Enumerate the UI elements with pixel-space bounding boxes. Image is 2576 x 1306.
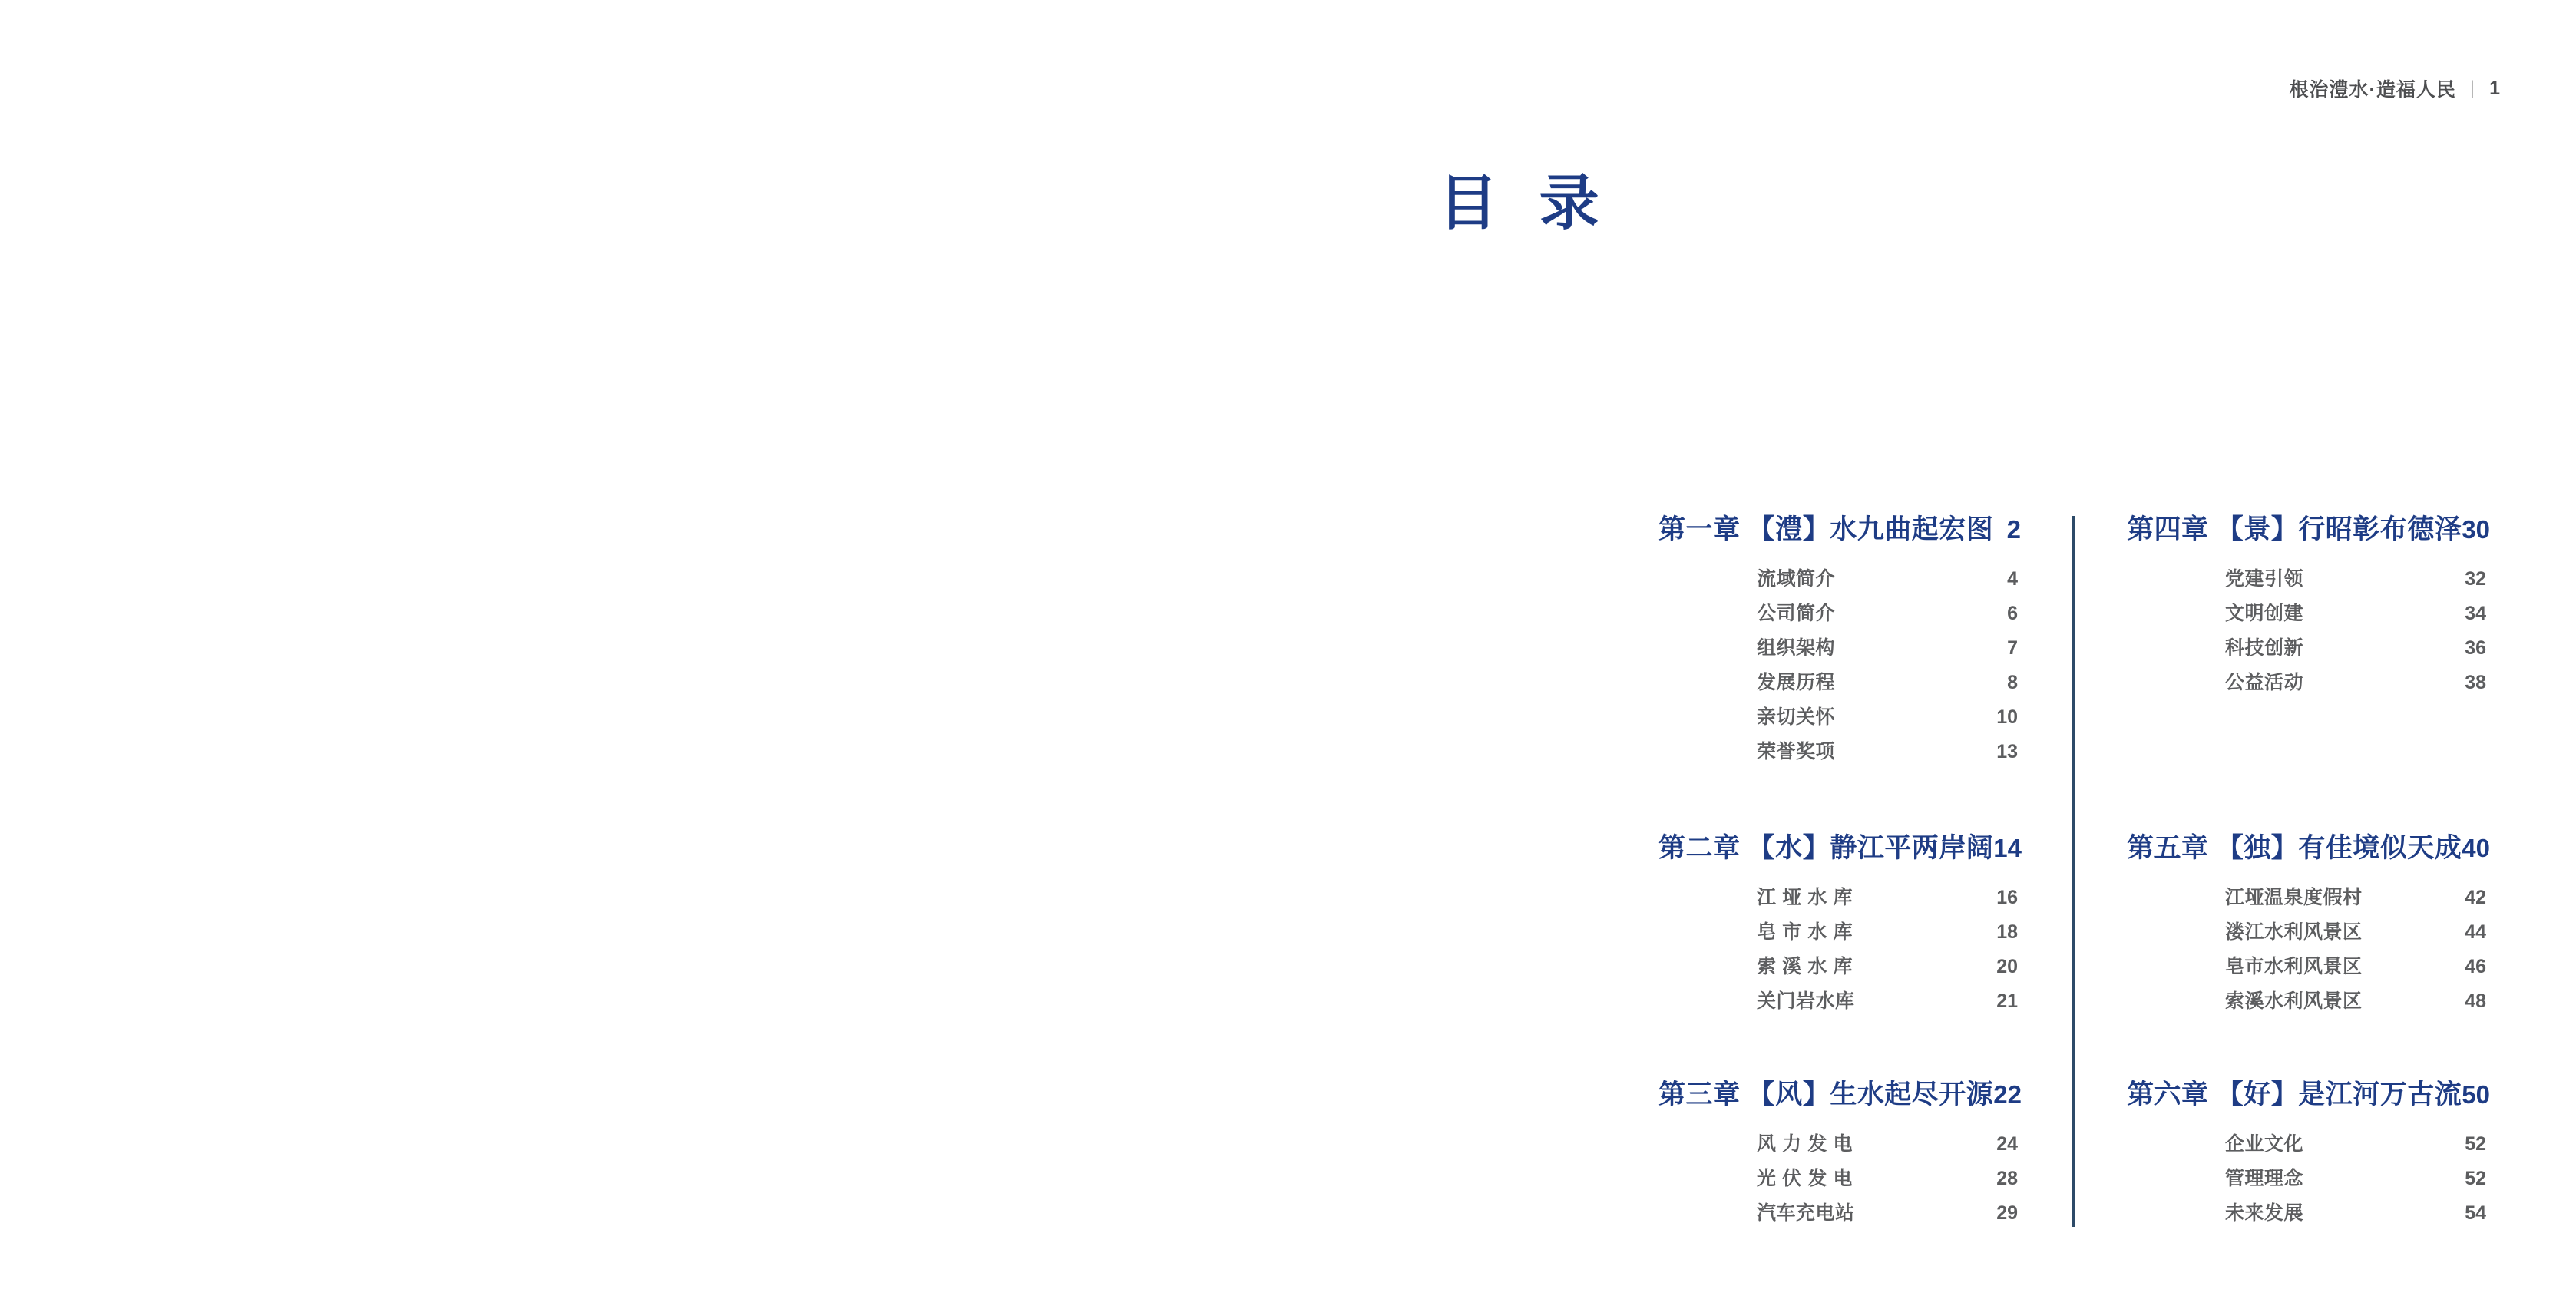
entry-page-number: 21 (1996, 990, 2018, 1012)
entry-page-number: 18 (1996, 921, 2018, 943)
entry-page-number: 48 (2465, 990, 2486, 1012)
entry-page-number: 52 (2465, 1133, 2486, 1155)
toc-entry[interactable] (1757, 915, 2018, 950)
entry-label: 公益活动 (2225, 672, 2304, 693)
entry-label: 索溪水库 (1757, 956, 1853, 977)
entry-label: 风力发电 (1757, 1133, 1853, 1155)
toc-entry[interactable] (2225, 1127, 2486, 1162)
toc-section (2127, 1078, 2489, 1231)
toc-entry[interactable] (1757, 735, 2018, 769)
entry-page-number: 7 (2007, 637, 2018, 659)
header-separator: | (2469, 78, 2476, 98)
entry-label: 皂市水库 (1757, 921, 1853, 943)
toc-section (2127, 513, 2489, 832)
chapter-title: 第二章 【水】静江平两岸阔 (1658, 833, 1994, 863)
toc-title: 目 录 (1438, 169, 1601, 236)
entry-page-number: 54 (2465, 1202, 2486, 1224)
entry-page-number: 4 (2007, 568, 2018, 590)
entry-label: 文明创建 (2225, 603, 2304, 624)
chapter-page-number: 40 (2462, 834, 2490, 862)
entry-page-number: 46 (2465, 956, 2486, 977)
entry-label: 溇江水利风景区 (2225, 921, 2363, 943)
entry-page-number: 13 (1996, 741, 2018, 762)
chapter-title: 第六章 【好】是江河万古流 (2127, 1080, 2462, 1109)
toc-column-right (2127, 513, 2489, 1231)
entry-page-number: 24 (1996, 1133, 2018, 1155)
toc-entry[interactable] (2225, 631, 2486, 666)
header-page-number: 1 (2489, 77, 2501, 99)
chapter-page-number: 2 (2006, 515, 2021, 544)
entry-label: 组织架构 (1757, 637, 1836, 659)
entry-page-number: 8 (2007, 672, 2018, 693)
chapter-page-number: 22 (1993, 1080, 2022, 1109)
toc-entry[interactable] (1757, 631, 2018, 666)
toc-column-left (1658, 513, 2021, 1231)
toc-entry[interactable] (1757, 1162, 2018, 1196)
entry-label: 管理理念 (2225, 1168, 2304, 1189)
entry-label: 皂市水利风景区 (2225, 956, 2363, 977)
toc-entry[interactable] (2225, 597, 2486, 631)
toc-section (1658, 513, 2021, 832)
entry-page-number: 16 (1996, 887, 2018, 908)
toc-entry[interactable] (1757, 597, 2018, 631)
entry-page-number: 28 (1996, 1168, 2018, 1189)
chapter-title: 第五章 【独】有佳境似天成 (2127, 833, 2462, 863)
entry-label: 光伏发电 (1757, 1168, 1853, 1189)
toc-entry[interactable] (1757, 1196, 2018, 1231)
entry-page-number: 52 (2465, 1168, 2486, 1189)
toc-section (1658, 832, 2021, 1078)
toc-entry[interactable] (1757, 881, 2018, 915)
chapter-entry-list (2127, 562, 2489, 700)
entry-label: 江垭水库 (1757, 887, 1853, 908)
entry-label: 科技创新 (2225, 637, 2304, 659)
toc-entry[interactable] (1757, 700, 2018, 735)
chapter-heading[interactable] (1658, 1078, 2021, 1112)
entry-label: 江垭温泉度假村 (2225, 887, 2363, 908)
header-slogan: 根治澧水·造福人民 (2289, 79, 2456, 101)
page-header (2290, 74, 2501, 102)
toc-entry[interactable] (2225, 1196, 2486, 1231)
toc-section (2127, 832, 2489, 1078)
chapter-entry-list (1658, 881, 2021, 1019)
entry-page-number: 20 (1996, 956, 2018, 977)
toc-section (1658, 1078, 2021, 1231)
entry-page-number: 29 (1996, 1202, 2018, 1224)
entry-label: 流域简介 (1757, 568, 1836, 590)
entry-label: 党建引领 (2225, 568, 2304, 590)
toc-entry[interactable] (1757, 984, 2018, 1019)
toc-entry[interactable] (2225, 881, 2486, 915)
toc-entry[interactable] (2225, 984, 2486, 1019)
toc-entry[interactable] (1757, 666, 2018, 700)
chapter-title: 第四章 【景】行昭彰布德泽 (2127, 514, 2462, 544)
entry-page-number: 32 (2465, 568, 2486, 590)
entry-page-number: 38 (2465, 672, 2486, 693)
entry-page-number: 36 (2465, 637, 2486, 659)
entry-label: 汽车充电站 (1757, 1202, 1855, 1224)
chapter-heading[interactable] (1658, 832, 2021, 865)
toc-entry[interactable] (2225, 950, 2486, 984)
chapter-page-number: 30 (2462, 515, 2490, 544)
entry-page-number: 10 (1996, 706, 2018, 728)
chapter-title: 第一章 【澧】水九曲起宏图 (1658, 514, 1994, 544)
toc-entry[interactable] (2225, 562, 2486, 597)
toc-entry[interactable] (1757, 950, 2018, 984)
chapter-title: 第三章 【风】生水起尽开源 (1658, 1080, 1994, 1109)
chapter-heading[interactable] (2127, 1078, 2489, 1112)
toc-entry[interactable] (1757, 562, 2018, 597)
chapter-heading[interactable] (1658, 513, 2021, 547)
entry-label: 企业文化 (2225, 1133, 2304, 1155)
chapter-entry-list (1658, 562, 2021, 769)
entry-page-number: 44 (2465, 921, 2486, 943)
toc-entry[interactable] (1757, 1127, 2018, 1162)
chapter-heading[interactable] (2127, 832, 2489, 865)
chapter-entry-list (2127, 1127, 2489, 1231)
entry-label: 未来发展 (2225, 1202, 2304, 1224)
chapter-page-number: 14 (1993, 834, 2022, 862)
chapter-entry-list (1658, 1127, 2021, 1231)
toc-entry[interactable] (2225, 1162, 2486, 1196)
entry-label: 公司简介 (1757, 603, 1836, 624)
entry-label: 发展历程 (1757, 672, 1836, 693)
entry-label: 索溪水利风景区 (2225, 990, 2363, 1012)
chapter-entry-list (2127, 881, 2489, 1019)
toc-entry[interactable] (2225, 915, 2486, 950)
chapter-page-number: 50 (2462, 1080, 2490, 1109)
entry-label: 亲切关怀 (1757, 706, 1836, 728)
toc-entry[interactable] (2225, 666, 2486, 700)
entry-page-number: 6 (2007, 603, 2018, 624)
entry-label: 关门岩水库 (1757, 990, 1855, 1012)
column-divider-line (2072, 516, 2075, 1227)
entry-page-number: 42 (2465, 887, 2486, 908)
chapter-heading[interactable] (2127, 513, 2489, 547)
entry-label: 荣誉奖项 (1757, 741, 1836, 762)
entry-page-number: 34 (2465, 603, 2486, 624)
